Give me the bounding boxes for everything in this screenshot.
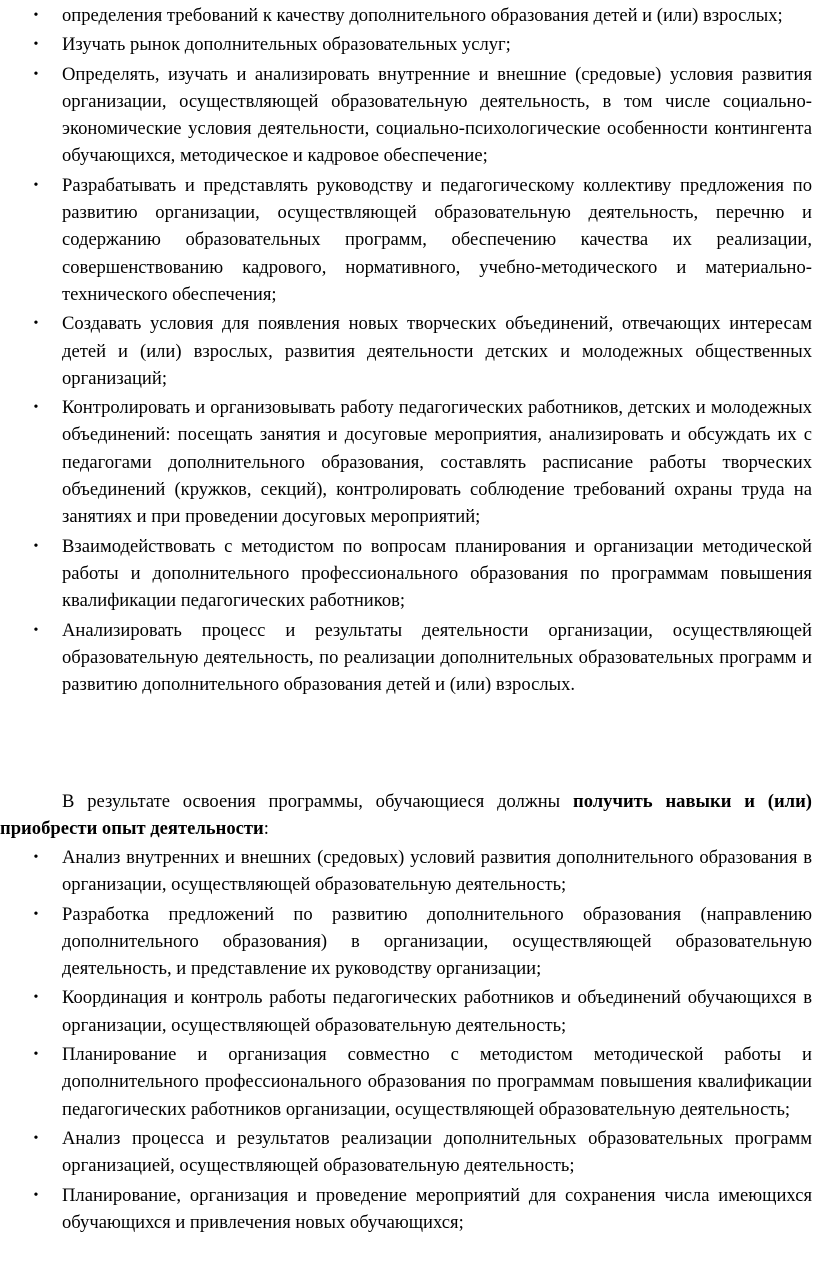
list-item-text: Анализировать процесс и результаты деятельности организации, осуществляющей образовательную деятельность, по реализации дополнительных образовательных программ и развитию дополнительного образования детей и (или) взрослых. <box>62 619 812 696</box>
list-item-text: Координация и контроль работы педагогических работников и объединений обучающихся в организации, осуществляющей образовательную деятельность; <box>62 987 812 1036</box>
list-item <box>0 984 816 1039</box>
bullet-icon: • <box>33 66 39 82</box>
bullet-icon: • <box>33 850 39 865</box>
list-item <box>0 617 816 699</box>
list-item <box>0 2 816 29</box>
list-item-text: определения требований к качеству дополнительного образования детей и (или) взрослых; <box>62 5 783 26</box>
list-item-text: Планирование, организация и проведение мероприятий для сохранения числа имеющихся обучающихся и привлечения новых обучающихся; <box>62 1184 812 1233</box>
list-item <box>0 1125 816 1180</box>
list-item <box>0 901 816 983</box>
list-item-text: Анализ процесса и результатов реализации дополнительных образовательных программ организацией, осуществляющей образовательную деятельность; <box>62 1127 812 1177</box>
list-item <box>0 844 816 899</box>
list-item <box>0 310 816 392</box>
list-item-text: Определять, изучать и анализировать внутренние и внешние (средовые) условия развития организации, осуществляющей образовательную деятельность, в том числе социально-экономические условия деятельности, социально-психологические особенности контингента обучающихся, методическое и кадровое обеспечение; <box>62 63 812 167</box>
list-item <box>0 394 816 530</box>
paragraph-lead: В результате освоения программы, обучающиеся должны <box>62 791 573 812</box>
skills-list <box>0 844 816 1238</box>
bullet-icon: • <box>33 990 39 1006</box>
bullet-icon: • <box>33 622 39 638</box>
bullet-icon: • <box>33 400 39 416</box>
bullet-icon: • <box>33 1187 39 1203</box>
list-item <box>0 1182 816 1237</box>
bullet-icon: • <box>33 177 39 193</box>
list-item-text: Разработка предложений по развитию дополнительного образования (направлению дополнительного образования) в организации, осуществляющей образовательную деятельность, и представление их руководству организации; <box>62 903 812 980</box>
list-item <box>0 533 816 615</box>
list-item-text: Разрабатывать и представлять руководству и педагогическому коллективу предложения по развитию организации, осуществляющей образовательную деятельность, перечню и содержанию образовательных программ, обеспечению качества их реализации, совершенствованию кадрового, нормативного, учебно-методического и материально-технического обеспечения; <box>62 174 812 305</box>
bullet-icon: • <box>33 316 39 332</box>
bullet-icon: • <box>33 1047 39 1063</box>
list-item <box>0 61 816 170</box>
bullet-icon: • <box>33 37 39 53</box>
list-item-text: Анализ внутренних и внешних (средовых) условий развития дополнительного образования в организации, осуществляющей образовательную деятельность; <box>62 847 812 896</box>
list-item-text: Создавать условия для появления новых творческих объединений, отвечающих интересам детей и (или) взрослых, развития деятельности детских и молодежных общественных организаций; <box>62 313 812 389</box>
bullet-icon: • <box>33 538 39 554</box>
paragraph-bold: получить навыки и (или) приобрести опыт деятельности <box>0 791 812 840</box>
outcomes-intro-paragraph <box>0 788 816 843</box>
responsibilities-list <box>0 2 816 700</box>
list-item-text: Планирование и организация совместно с методистом методической работы и дополнительного профессионального образования по программам повышения квалификации педагогических работников организации, осуществляющей образовательную деятельность; <box>62 1044 812 1120</box>
list-item-text: Изучать рынок дополнительных образовательных услуг; <box>62 34 511 56</box>
list-item <box>0 172 816 308</box>
list-item-text: Контролировать и организовывать работу педагогических работников, детских и молодежных объединений: посещать занятия и досуговые мероприятия, анализировать и обсуждать их с педагогами дополнительного образования, составлять расписание работы творческих объединений (кружков, секций), контролировать соблюдение требований охраны труда на занятиях и при проведении досуговых мероприятий; <box>62 397 812 528</box>
bullet-icon: • <box>33 906 39 922</box>
list-item <box>0 31 816 58</box>
bullet-icon: • <box>33 8 39 23</box>
list-item <box>0 1041 816 1123</box>
bullet-icon: • <box>33 1130 39 1146</box>
paragraph-tail: : <box>263 818 269 840</box>
list-item-text: Взаимодействовать с методистом по вопросам планирования и организации методической работы и дополнительного профессионального образования по программам повышения квалификации педагогических работников; <box>62 535 812 612</box>
